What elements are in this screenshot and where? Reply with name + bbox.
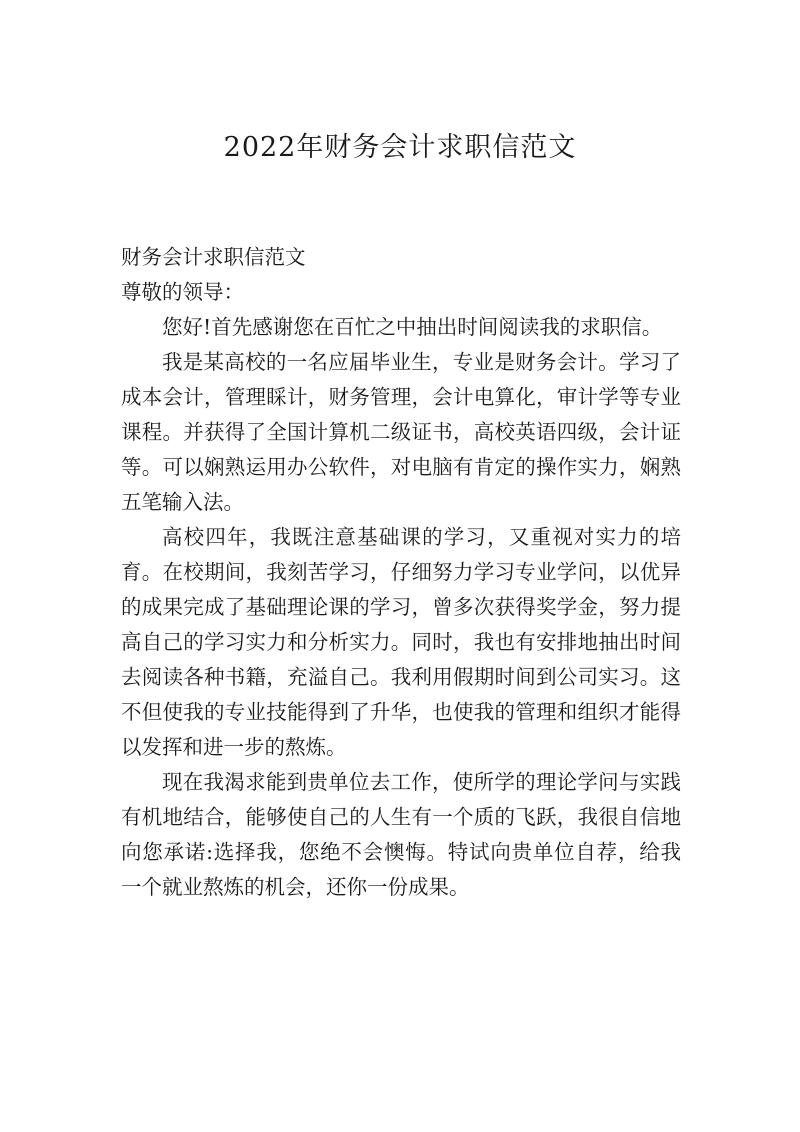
- paragraph-background: 我是某高校的一名应届毕业生，专业是财务会计。学习了成本会计，管理睬计，财务管理，会计电算化，审计学等专业课程。并获得了全国计算机二级证书，高校英语四级，会计证等。可以娴熟运用办公软件，对电脑有肯定的操作实力，娴熟五笔输入法。: [121, 350, 681, 514]
- document-body: [121, 240, 681, 905]
- paragraph-university: 高校四年，我既注意基础课的学习，又重视对实力的培育。在校期间，我刻苦学习，仔细努力学习专业学问，以优异的成果完成了基础理论课的学习，曾多次获得奖学金，努力提高自己的学习实力和分析实力。同时，我也有安排地抽出时间去阅读各种书籍，充溢自己。我利用假期时间到公司实习。这不但使我的专业技能得到了升华，也使我的管理和组织才能得以发挥和进一步的熬炼。: [121, 525, 681, 759]
- paragraph-greeting: 您好!首先感谢您在百忙之中抽出时间阅读我的求职信。: [162, 315, 663, 339]
- paragraph-closing: 现在我渴求能到贵单位去工作，使所学的理论学问与实践有机地结合，能够使自己的人生有一个质的飞跃，我很自信地向您承诺:选择我，您绝不会懊悔。特试向贵单位自荐，给我一个就业熬炼的机会，还你一份成果。: [121, 770, 681, 899]
- document-subtitle: 财务会计求职信范文: [121, 245, 306, 269]
- document-title: 2022年财务会计求职信范文: [223, 132, 577, 163]
- salutation: 尊敬的领导：: [121, 280, 244, 304]
